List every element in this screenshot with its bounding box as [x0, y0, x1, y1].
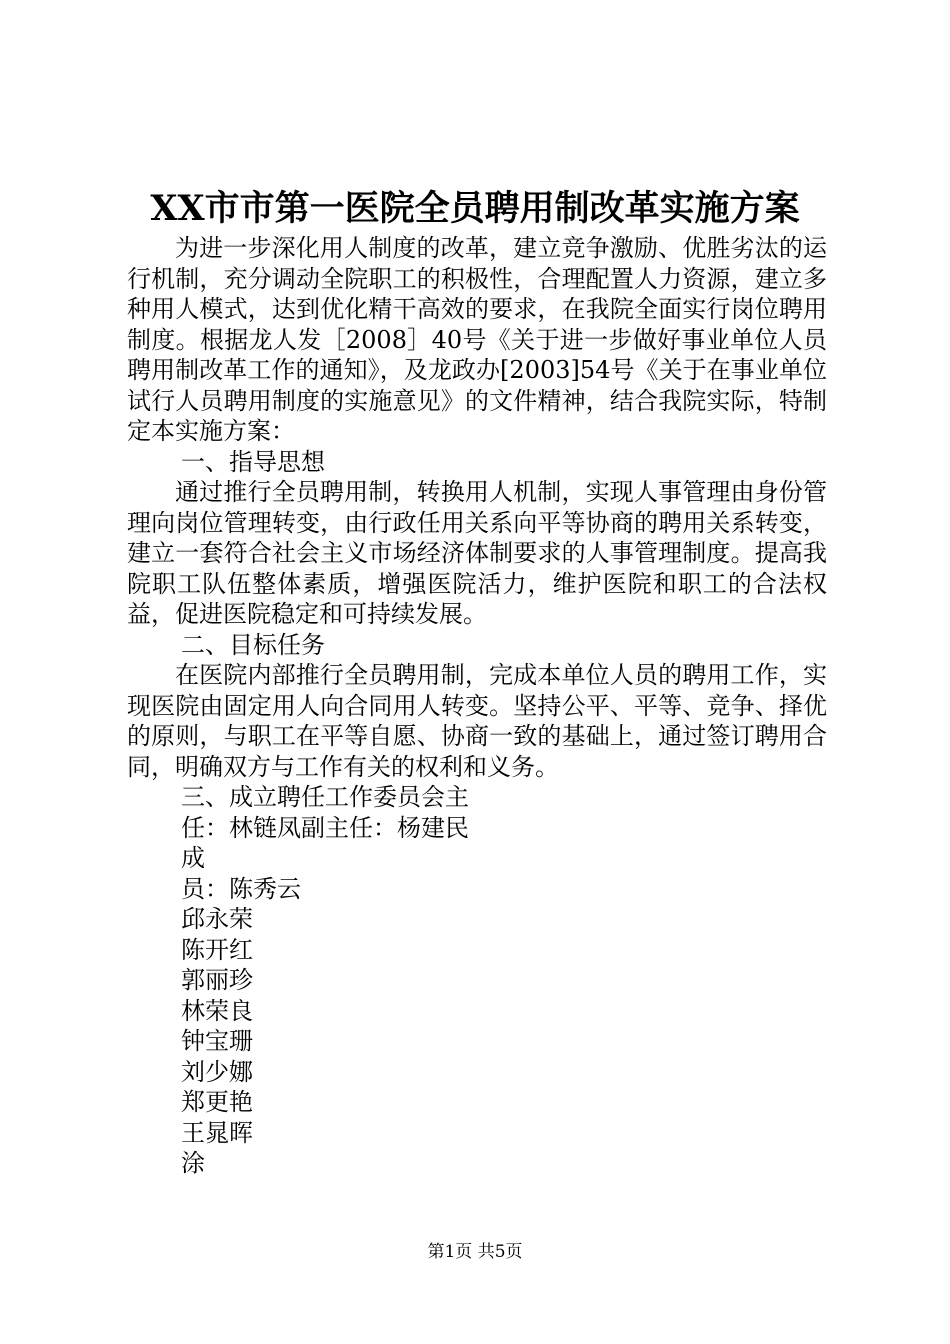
list-item: 邱永荣	[181, 905, 253, 933]
list-item: 钟宝珊	[181, 1027, 253, 1055]
list-item: 成	[181, 844, 205, 872]
page-footer: 第1页 共5页	[427, 1242, 523, 1262]
document-title: XX市市第一医院全员聘用制改革实施方案	[150, 188, 800, 229]
intro-paragraph: 为进一步深化用人制度的改革，建立竞争激励、优胜劣汰的运行机制，充分调动全院职工的积极性，合理配置人力资源，建立多种用人模式，达到优化精干高效的要求，在我院全面实行岗位聘用制度。根据龙人发［2008］40号《关于进一步做好事业单位人员聘用制改革工作的通知》，及龙政办[2003]54号《关于在事业单位试行人员聘用制度的实施意见》的文件精神，结合我院实际，特制定本实施方案：	[127, 234, 827, 445]
section-heading-guiding-ideology: 一、指导思想	[181, 447, 325, 476]
section-paragraph-guiding-ideology: 通过推行全员聘用制，转换用人机制，实现人事管理由身份管理向岗位管理转变，由行政任用关系向平等协商的聘用关系转变，建立一套符合社会主义市场经济体制要求的人事管理制度。提高我院职工队伍整体素质，增强医院活力，维护医院和职工的合法权益，促进医院稳定和可持续发展。	[127, 478, 827, 628]
committee-member-list	[127, 813, 827, 1179]
list-item: 刘少娜	[181, 1057, 253, 1086]
section-heading-committee: 三、成立聘任工作委员会主	[181, 783, 469, 811]
list-item: 员：陈秀云	[181, 874, 301, 903]
section-paragraph-goals-tasks: 在医院内部推行全员聘用制，完成本单位人员的聘用工作，实现医院由固定用人向合同用人转变。坚持公平、平等、竞争、择优的原则，与职工在平等自愿、协商一致的基础上，通过签订聘用合同，明确双方与工作有关的权利和义务。	[127, 661, 827, 781]
document-body	[127, 233, 827, 1179]
list-item: 林荣良	[181, 996, 253, 1025]
list-item: 郑更艳	[181, 1088, 253, 1116]
list-item: 任：林链凤副主任：杨建民	[181, 813, 469, 842]
list-item: 王晁晖	[181, 1118, 253, 1147]
list-item: 涂	[181, 1149, 205, 1177]
section-heading-goals-tasks: 二、目标任务	[181, 630, 325, 659]
list-item: 陈开红	[181, 935, 253, 964]
list-item: 郭丽珍	[181, 966, 253, 994]
